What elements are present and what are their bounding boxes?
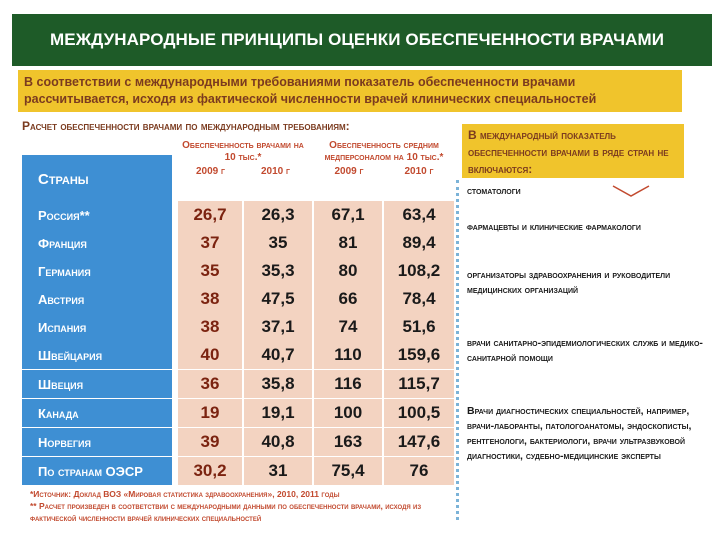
subtitle-banner: В соответствии с международными требованиями показатель обеспеченности врачами рассчитывается, исходя из фактической численности врачей клинических специальностей <box>18 70 682 112</box>
footnote-source: *Источник: Доклад ВОЗ «Мировая статистика здравоохранения», 2010, 2011 годы <box>30 489 340 499</box>
table-cell-value: 38 <box>178 285 242 313</box>
table-cell-value: 115,7 <box>384 370 454 398</box>
table-cell-value: 63,4 <box>384 201 454 229</box>
table-cell-value: 35,8 <box>244 370 312 398</box>
table-cell-value: 66 <box>314 285 382 313</box>
table-cell-value: 39 <box>178 428 242 456</box>
table-cell-value: 75,4 <box>314 457 382 485</box>
nurses-column-title: Обеспеченность средним медперсоналом на 10 тыс.* <box>324 140 444 163</box>
table-cell-value: 26,7 <box>178 201 242 229</box>
table-row-country: Норвегия <box>22 428 172 456</box>
table-row-country: Россия** <box>22 201 172 229</box>
excluded-category: Врачи диагностических специальностей, например, врачи-лаборанты, патологоанатомы, эндоскописты, рентгенологи, бактериологи, врачи ультразвуковой диагностики, судебно-медицинские эксперты <box>467 405 692 462</box>
table-row-country: Канада <box>22 399 172 427</box>
table-cell-value: 37 <box>178 229 242 257</box>
table-cell-value: 19,1 <box>244 399 312 427</box>
table-cell-value: 80 <box>314 257 382 285</box>
year-label: 2010 г <box>261 166 290 177</box>
table-cell-value: 40,7 <box>244 341 312 369</box>
table-row-country: Германия <box>22 257 172 285</box>
table-cell-value: 76 <box>384 457 454 485</box>
table-cell-value: 100,5 <box>384 399 454 427</box>
excluded-category: фармацевты и клинические фармакологи <box>467 221 641 233</box>
year-label: 2009 г <box>196 166 225 177</box>
table-row-country: Австрия <box>22 285 172 313</box>
table-cell-value: 26,3 <box>244 201 312 229</box>
table-row-country: Швеция <box>22 370 172 398</box>
table-cell-value: 108,2 <box>384 257 454 285</box>
nurses-column-header <box>314 140 454 178</box>
table-cell-value: 40,8 <box>244 428 312 456</box>
table-cell-value: 81 <box>314 229 382 257</box>
exclusions-panel <box>456 180 716 520</box>
table-cell-value: 147,6 <box>384 428 454 456</box>
footnotes <box>30 488 460 524</box>
doctors-column-title: Обеспеченность врачами на 10 тыс.* <box>182 140 304 163</box>
table-cell-value: 19 <box>178 399 242 427</box>
country-column-header: Страны <box>22 155 172 203</box>
table-cell-value: 36 <box>178 370 242 398</box>
table-cell-value: 116 <box>314 370 382 398</box>
year-label: 2010 г <box>404 166 434 177</box>
table-cell-value: 159,6 <box>384 341 454 369</box>
table-heading: Расчет обеспеченности врачами по международным требованиям: <box>22 119 350 133</box>
table-row-country: По странам ОЭСР <box>22 457 172 485</box>
table-cell-value: 110 <box>314 341 382 369</box>
table-cell-value: 30,2 <box>178 457 242 485</box>
table-row-country: Испания <box>22 313 172 341</box>
table-cell-value: 37,1 <box>244 313 312 341</box>
table-cell-value: 47,5 <box>244 285 312 313</box>
table-row-country: Франция <box>22 229 172 257</box>
table-cell-value: 89,4 <box>384 229 454 257</box>
table-cell-value: 35,3 <box>244 257 312 285</box>
table-cell-value: 74 <box>314 313 382 341</box>
table-cell-value: 31 <box>244 457 312 485</box>
excluded-category: врачи санитарно-эпидемиологических служб и медико-санитарной помощи <box>467 337 703 364</box>
table-cell-value: 35 <box>244 229 312 257</box>
table-cell-value: 100 <box>314 399 382 427</box>
doctors-column-header <box>178 140 308 178</box>
table-cell-value: 51,6 <box>384 313 454 341</box>
table-cell-value: 78,4 <box>384 285 454 313</box>
excluded-category: организаторы здравоохранения и руководители медицинских организаций <box>467 269 671 296</box>
table-cell-value: 163 <box>314 428 382 456</box>
table-cell-value: 35 <box>178 257 242 285</box>
footnote-calc: ** Расчет произведен в соответствии с международными данными по обеспеченности врачами, исходя из фактической численности врачей клинических специальностей <box>30 501 422 523</box>
excluded-category: стоматологи <box>467 185 521 197</box>
table-cell-value: 38 <box>178 313 242 341</box>
year-label: 2009 г <box>334 166 364 177</box>
table-row-country: Швейцария <box>22 341 172 369</box>
exclusions-heading: В международный показатель обеспеченности врачами в ряде стран не включаются: <box>462 124 684 178</box>
page-title: МЕЖДУНАРОДНЫЕ ПРИНЦИПЫ ОЦЕНКИ ОБЕСПЕЧЕННОСТИ ВРАЧАМИ <box>12 14 712 66</box>
table-cell-value: 67,1 <box>314 201 382 229</box>
table-cell-value: 40 <box>178 341 242 369</box>
